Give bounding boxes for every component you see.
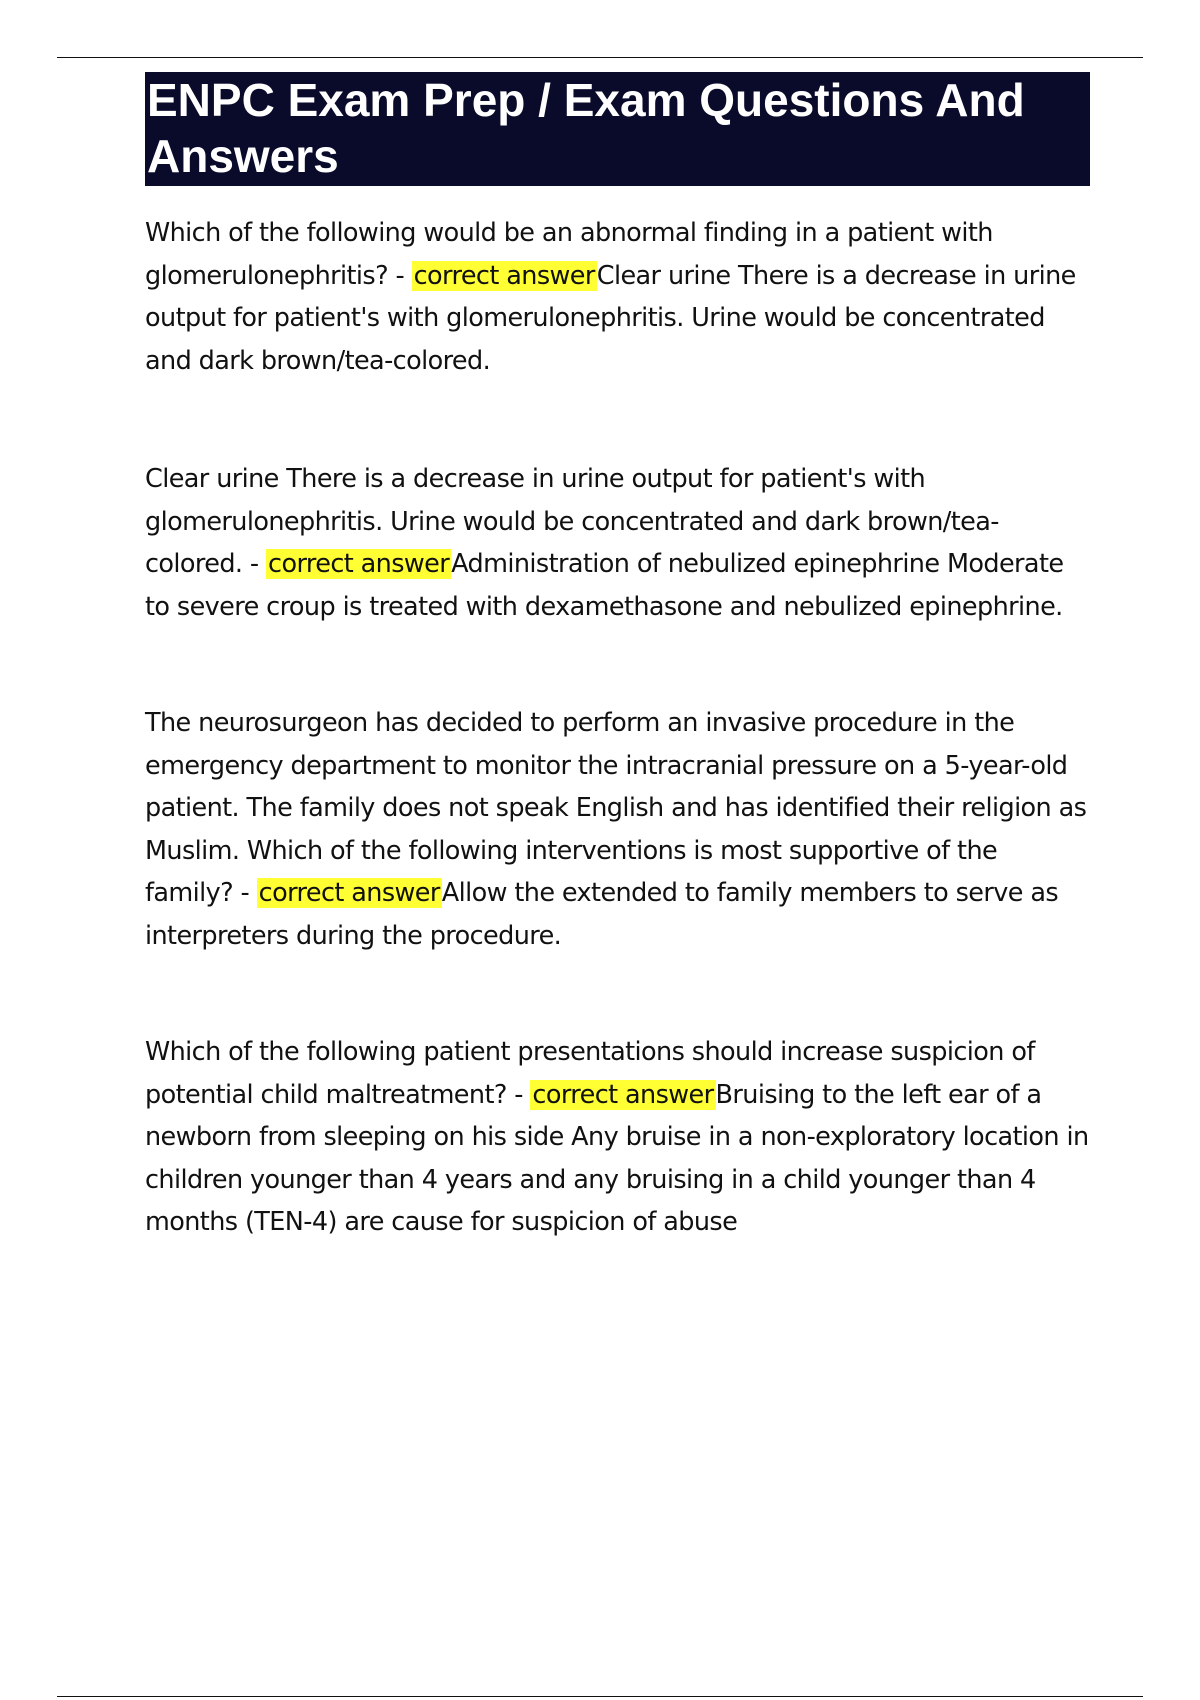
answer-text: Bruising to the left ear of a newborn from sleeping on his side Any bruise in a non-exploratory location in children younger than 4 years and any bruising in a child younger than 4 months (TEN-4) are cause for suspicion of abuse [145,1079,1089,1237]
document-body [145,72,1090,1318]
document-title: ENPC Exam Prep / Exam Questions And Answers [145,72,1090,186]
question-text: Which of the following patient presentations should increase suspicion of potential child maltreatment? [145,1037,1035,1110]
question-text: The neurosurgeon has decided to perform an invasive procedure in the emergency department to monitor the intracranial pressure on a 5-year-old patient. The family does not speak English and has identified their religion as Muslim. Which of the following interventions is most supportive of the family? [145,708,1087,908]
top-rule [57,57,1143,58]
qa-list [145,212,1090,1244]
answer-text: Administration of nebulized epinephrine Moderate to severe croup is treated with dexamethasone and nebulized epinephrine. [145,549,1064,622]
qa-item [145,1031,1090,1244]
qa-item [145,458,1090,628]
answer-text: Clear urine There is a decrease in urine output for patient's with glomerulonephritis. Urine would be concentrated and dark brown/tea-colored. [145,260,1076,376]
question-text: Clear urine There is a decrease in urine output for patient's with glomerulonephritis. Urine would be concentrated and dark brown/tea-colored. [145,464,999,579]
bottom-rule [57,1696,1143,1697]
separator: - [388,260,412,291]
separator: - [242,549,267,579]
correct-answer-label: correct answer [413,260,595,291]
separator: - [506,1079,531,1110]
correct-answer-label: correct answer [532,1079,714,1110]
question-text: Which of the following would be an abnormal finding in a patient with glomerulonephritis? [145,218,993,291]
qa-item [145,212,1090,382]
correct-answer-label: correct answer [268,549,450,579]
answer-text: Allow the extended to family members to serve as interpreters during the procedure. [145,878,1059,951]
qa-item [145,702,1090,957]
correct-answer-label: correct answer [258,878,440,908]
separator: - [233,878,257,908]
